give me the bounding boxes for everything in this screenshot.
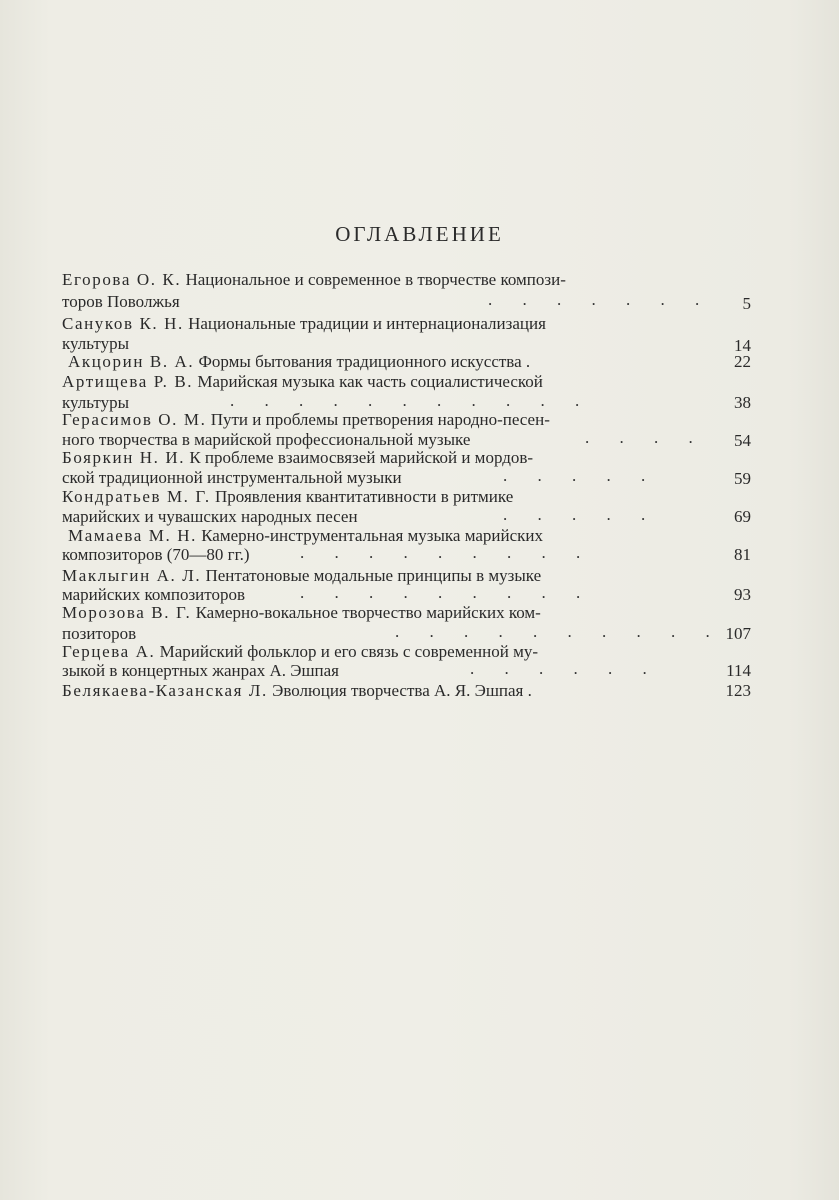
toc-author: Белякаева-Казанская Л. [62, 681, 268, 700]
toc-title: Марийский фольклор и его связь с современной му- [159, 642, 538, 661]
toc-title-cont: зыкой в концертных жанрах А. Эшпая [62, 661, 340, 680]
toc-entry-line [62, 430, 470, 450]
toc-title: К проблеме взаимосвязей марийской и мордов- [189, 448, 534, 467]
leader-dots: . . . . . . . [488, 290, 713, 309]
toc-title-cont: композиторов (70—80 гг.) [62, 545, 250, 564]
page-number: 54 [734, 431, 751, 450]
toc-entry-line [68, 352, 530, 372]
page-number: 93 [734, 585, 751, 604]
toc-title: Национальные традиции и интернационализация [188, 314, 546, 333]
toc-author: Сануков К. Н. [62, 314, 184, 333]
page-number: 69 [734, 507, 751, 526]
page-number: 38 [734, 393, 751, 412]
toc-entry-line [62, 624, 136, 644]
leader-dots: . . . . . . . . . . . [230, 391, 593, 410]
leader-dots: . . . . . . . . . . [395, 622, 723, 641]
toc-entry-line [62, 292, 180, 312]
toc-title: Пентатоновые модальные принципы в музыке [205, 566, 542, 585]
leader-dots: . . . . . [503, 466, 659, 485]
toc-entry-line [62, 585, 245, 605]
toc-title-cont: марийских и чувашских народных песен [62, 507, 358, 526]
page-number: 81 [734, 545, 751, 564]
page-number: 123 [725, 681, 751, 700]
toc-entry-line [62, 314, 546, 334]
toc-entry-line [62, 487, 513, 507]
toc-author: Мамаева М. Н. [68, 526, 197, 545]
page-number: 114 [726, 661, 751, 680]
page-number: 107 [725, 624, 751, 643]
toc-title-cont: ного творчества в марийской профессиональной музыке [62, 430, 471, 449]
toc-entry-line [62, 410, 550, 430]
toc-title: Камерно-вокальное творчество марийских ком- [195, 603, 541, 622]
toc-title-cont: торов Поволжья [62, 292, 180, 311]
toc-author: Артищева Р. В. [62, 372, 194, 391]
toc-entry-line [62, 448, 533, 468]
page-title: ОГЛАВЛЕНИЕ [335, 222, 504, 246]
toc-title: Пути и проблемы претворения народно-песен- [210, 410, 550, 429]
toc-author: Маклыгин А. Л. [62, 566, 202, 585]
toc-author: Герцева А. [62, 642, 156, 661]
toc-title: Эволюция творчества А. Я. Эшпая . [272, 681, 532, 700]
toc-title-cont: позиторов [62, 624, 137, 643]
toc-author: Герасимов О. М. [62, 410, 207, 429]
toc-author: Егорова О. К. [62, 270, 182, 289]
toc-entry-line [62, 468, 402, 488]
page-number: 5 [742, 294, 751, 313]
leader-dots: . . . . . . . . . [300, 543, 594, 562]
page-number: 14 [734, 336, 751, 355]
toc-entry-line [62, 270, 566, 290]
toc-entry-line [62, 507, 358, 527]
toc-entry-line [62, 545, 250, 565]
toc-title-cont: культуры [62, 393, 129, 412]
toc-entry-line [62, 372, 543, 392]
toc-title-cont: культуры [62, 334, 129, 353]
leader-dots: . . . . [585, 428, 706, 447]
leader-dots: . . . . . [503, 505, 659, 524]
toc-author: Кондратьев М. Г. [62, 487, 211, 506]
toc-entry-line [62, 642, 538, 662]
toc-entry-line [62, 334, 129, 354]
leader-dots: . . . . . . . . . [300, 583, 594, 602]
toc-author: Бояркин Н. И. [62, 448, 186, 467]
toc-entry-line [62, 603, 541, 623]
toc-title: Камерно-инструментальная музыка марийских [201, 526, 543, 545]
toc-author: Морозова В. Г. [62, 603, 192, 622]
toc-title: Проявления квантитативности в ритмике [214, 487, 514, 506]
page-number: 22 [734, 352, 751, 371]
toc-entry-line [62, 661, 339, 681]
toc-author: Акцорин В. А. [68, 352, 195, 371]
toc-entry-line [62, 681, 532, 701]
toc-title: Национальное и современное в творчестве компози- [185, 270, 566, 289]
toc-title-cont: марийских композиторов [62, 585, 246, 604]
toc-title-cont: ской традиционной инструментальной музыки [62, 468, 402, 487]
toc-title: Формы бытования традиционного искусства . [198, 352, 531, 371]
toc-title: Марийская музыка как часть социалистической [197, 372, 543, 391]
leader-dots: . . . . . . [470, 659, 660, 678]
page-number: 59 [734, 469, 751, 488]
